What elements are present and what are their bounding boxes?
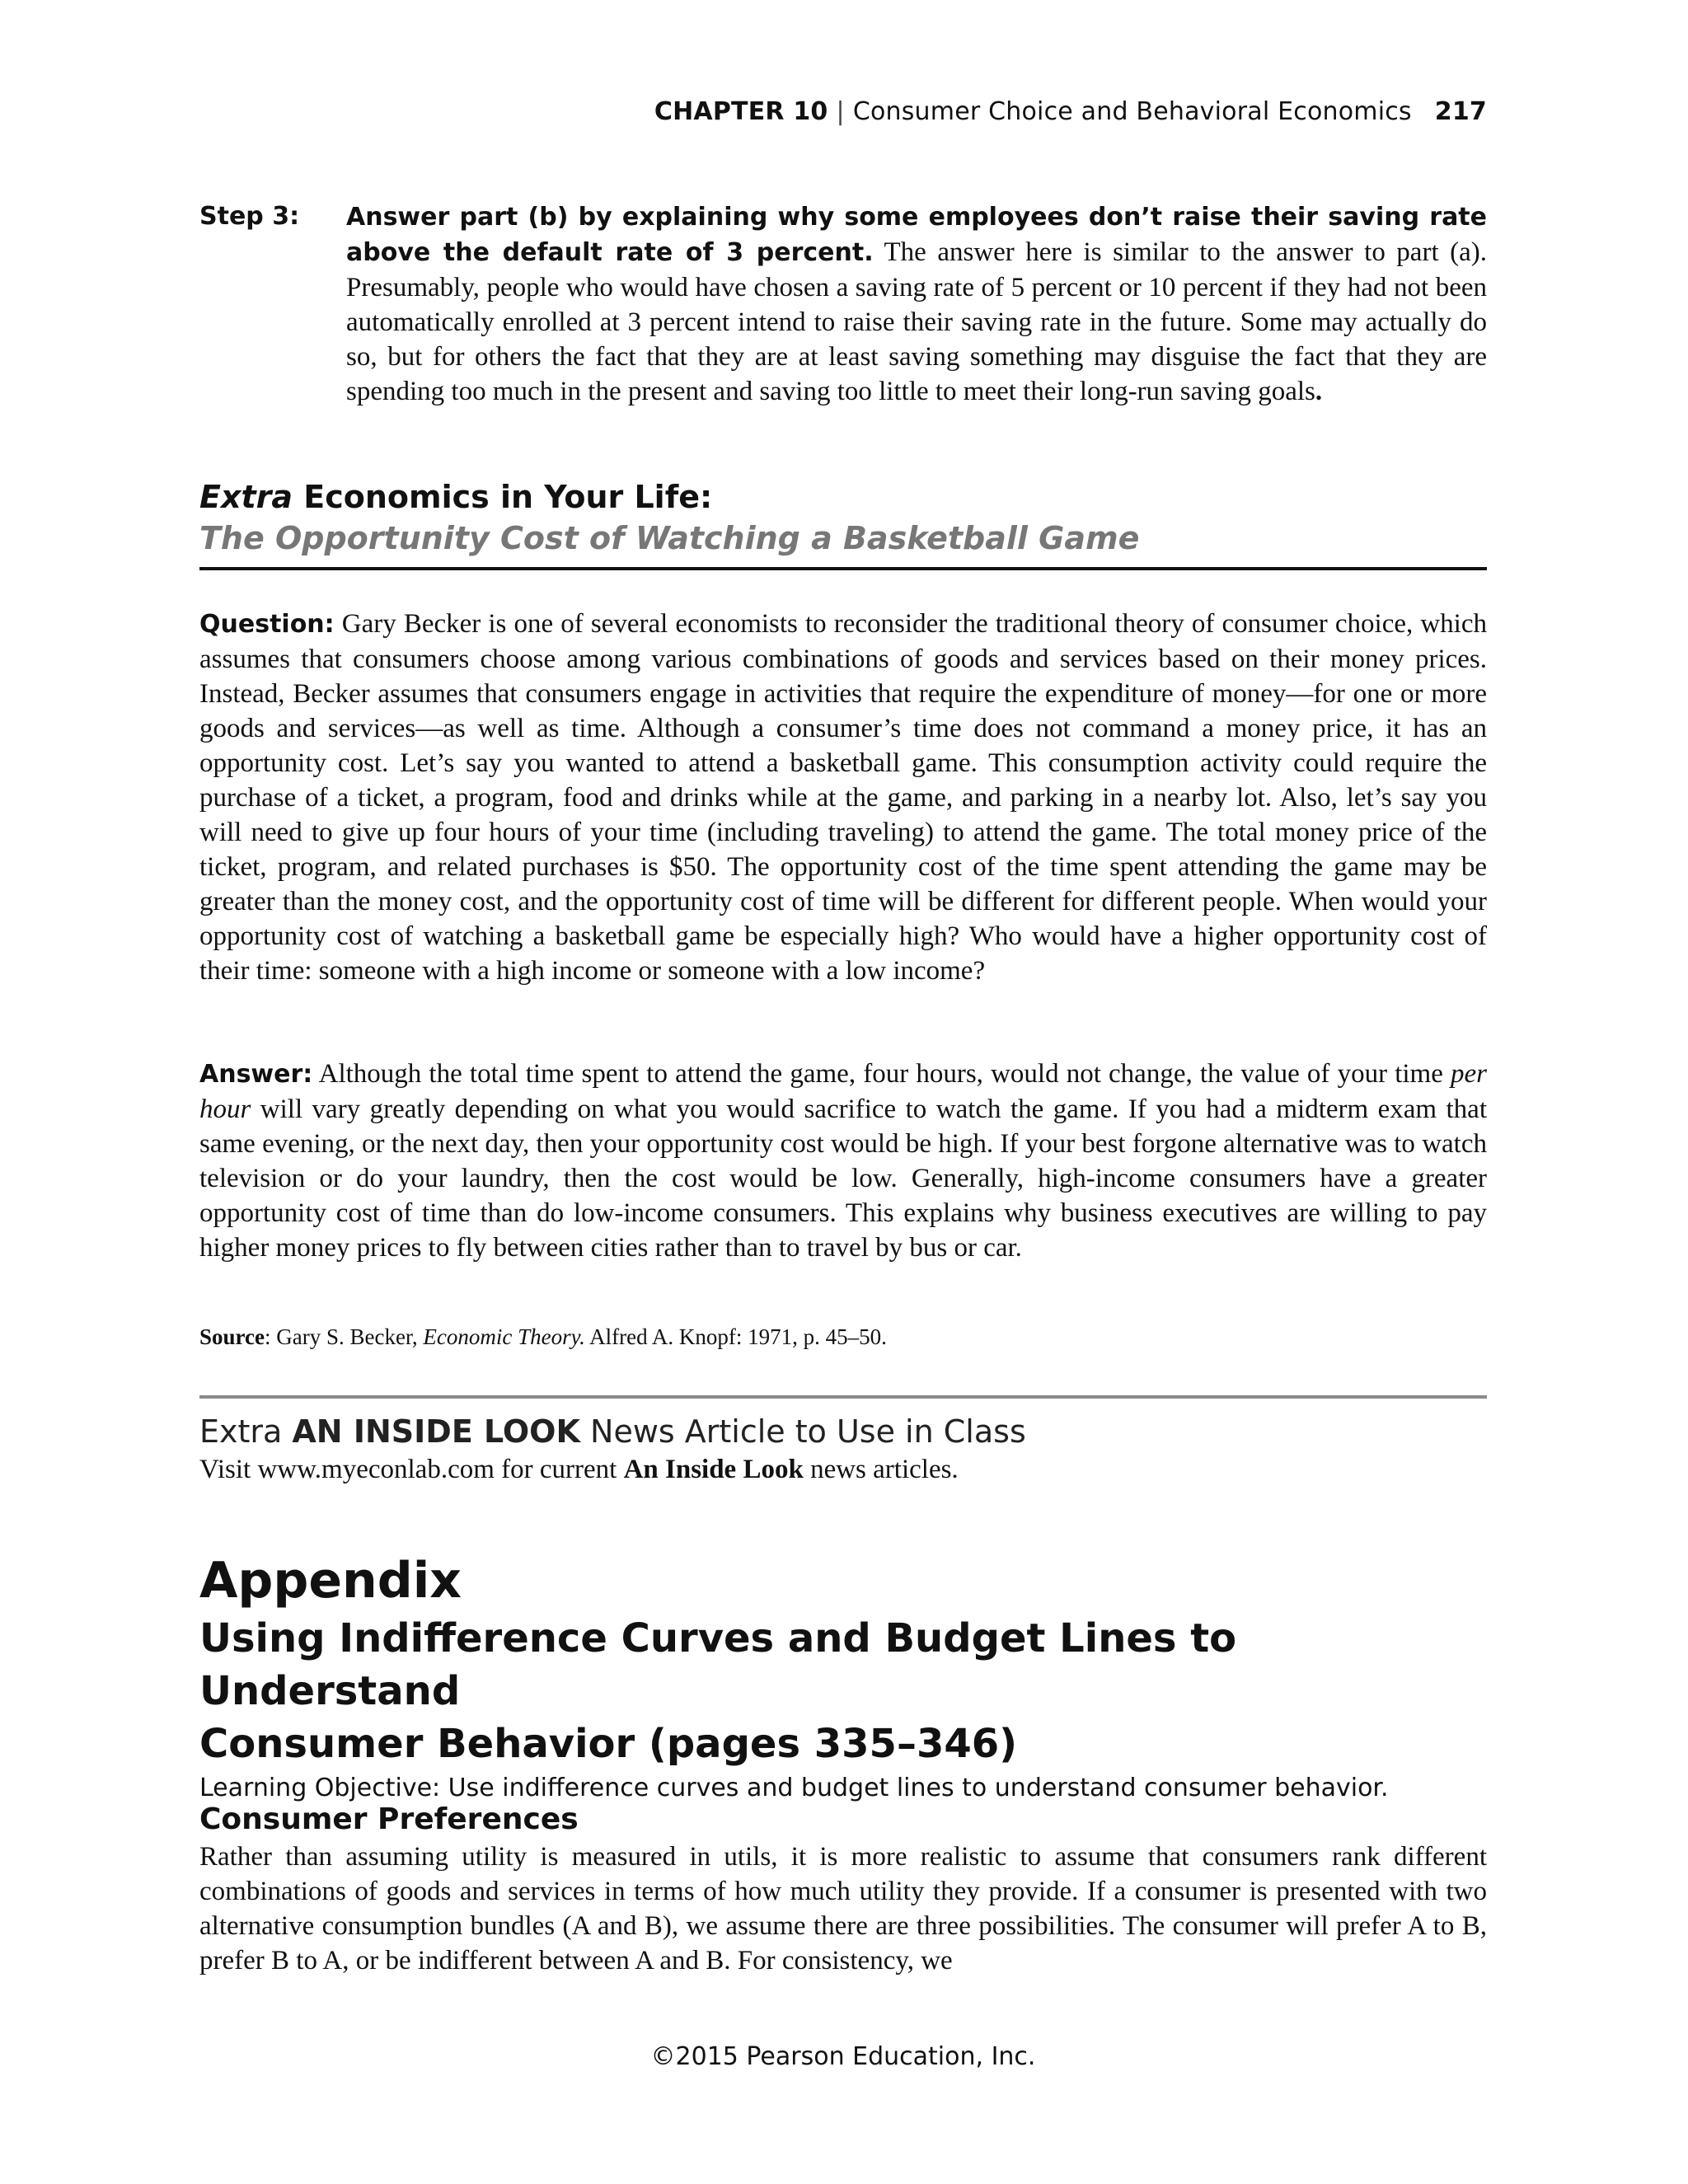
visit-text-b: news articles. <box>803 1455 959 1484</box>
step-3-block <box>199 199 1487 409</box>
source-citation <box>199 1322 887 1352</box>
question-text: Gary Becker is one of several economists to reconsider the traditional theory of consumer choice, which assumes that consumers choose among various combinations of goods and services based on their money prices. Instead, Becker assumes that consumers engage in activities that require the expenditure of money—for one or more goods and services—as well as time. Although a consumer’s time does not command a money price, it has an opportunity cost. Let’s say you wanted to attend a basketball game. This consumption activity could require the purchase of a ticket, a program, food and drinks while at the game, and parking in a nearby lot. Also, let’s say you will need to give up four hours of your time (including traveling) to attend the game. The total money price of the ticket, program, and related purchases is $50. The opportunity cost of the time spent attending the game may be greater than the money cost, and the opportunity cost of time will be different for different people. When would your opportunity cost of watching a basketball game be especially high? Who would have a higher opportunity cost of their time: someone with a high income or someone with a low income? <box>199 609 1487 986</box>
heading-text: Economics in Your Life: <box>293 479 713 515</box>
visit-bold: An Inside Look <box>623 1455 804 1484</box>
copyright-footer: ©2015 Pearson Education, Inc. <box>650 2042 1036 2071</box>
chapter-title: Consumer Choice and Behavioral Economics <box>852 97 1412 126</box>
step-3-lead: Answer part (b) by explaining why some employees don’t raise their saving rate above the default rate of 3 percent. <box>346 203 1487 267</box>
appendix-subtitle-line2: Consumer Behavior (pages 335–346) <box>199 1721 1018 1767</box>
answer-text-b: will vary greatly depending on what you would sacrifice to watch the game. If you had a midterm exam that same evening, or the next day, then your opportunity cost would be high. If your best forgone alternative was to watch television or do your laundry, then the cost would be low. Generally, high-income consumers have a greater opportunity cost of time than do low-income consumers. This explains why business executives are willing to pay higher money prices to fly between cities rather than to travel by bus or car. <box>199 1094 1487 1263</box>
inside-look-block <box>199 1411 1026 1487</box>
extra-word: Extra <box>199 479 293 515</box>
answer-label: Answer: <box>199 1060 313 1089</box>
section-subtitle: The Opportunity Cost of Watching a Basketball Game <box>199 520 1140 556</box>
step-3-period: . <box>1315 377 1323 406</box>
step-3-text: The answer here is similar to the answer to part (a). Presumably, people who would have chosen a saving rate of 5 percent or 10 percent if they had not been automatically enrolled at 3 percent intend to raise their saving rate in the future. Some may actually do so, but for others the fact that they are at least saving something may disguise the fact that they are spending too much in the present and saving too little to meet their long-run saving goals <box>346 237 1487 406</box>
source-label: Source <box>199 1324 265 1349</box>
appendix-title: Appendix <box>199 1552 462 1610</box>
source-text-b: Alfred A. Knopf: 1971, p. 45–50. <box>584 1324 887 1349</box>
grey-divider <box>199 1395 1487 1399</box>
answer-text-a: Although the total time spent to attend the game, four hours, would not change, the value of your time <box>312 1059 1451 1089</box>
inside-look-pre: Extra <box>199 1413 293 1450</box>
source-text-a: : Gary S. Becker, <box>265 1324 424 1349</box>
preferences-text: Rather than assuming utility is measured in utils, it is more realistic to assume that consumers rank different combinations of goods and services in terms of how much utility they provide. If a consumer is presented with two alternative consumption bundles (A and B), we assume there are three possibilities. The consumer will prefer A to B, prefer B to A, or be indifferent between A and B. For consistency, we <box>199 1842 1487 1975</box>
section-heading <box>199 476 1487 518</box>
appendix-block <box>199 1549 1487 1807</box>
source-book-title: Economic Theory. <box>423 1324 585 1349</box>
preferences-heading: Consumer Preferences <box>199 1802 579 1836</box>
step-label: Step 3: <box>199 202 300 231</box>
inside-look-heading <box>199 1411 1026 1452</box>
inside-look-post: News Article to Use in Class <box>579 1413 1026 1450</box>
answer-italic: per hour <box>199 1059 1487 1124</box>
visit-text-a: Visit www.myeconlab.com for current <box>199 1455 624 1484</box>
appendix-subtitle-line1: Using Indifference Curves and Budget Lines to Understand <box>199 1615 1237 1714</box>
learning-objective: Learning Objective: Use indifference curves and budget lines to understand consumer behavior. <box>199 1774 1389 1802</box>
extra-economics-heading <box>199 476 1487 559</box>
running-header <box>654 97 1487 126</box>
question-paragraph <box>199 607 1487 988</box>
inside-look-bold: AN INSIDE LOOK <box>292 1413 580 1450</box>
question-label: Question: <box>199 610 335 639</box>
inside-look-visit <box>199 1452 1026 1487</box>
page-number: 217 <box>1434 97 1487 126</box>
chapter-number: CHAPTER 10 <box>654 97 828 126</box>
answer-paragraph <box>199 1057 1487 1265</box>
consumer-preferences-section <box>199 1800 1487 1978</box>
section-divider <box>199 567 1487 570</box>
step-3-body <box>346 199 1487 409</box>
header-separator: | <box>836 97 845 126</box>
textbook-page <box>199 0 1487 2184</box>
